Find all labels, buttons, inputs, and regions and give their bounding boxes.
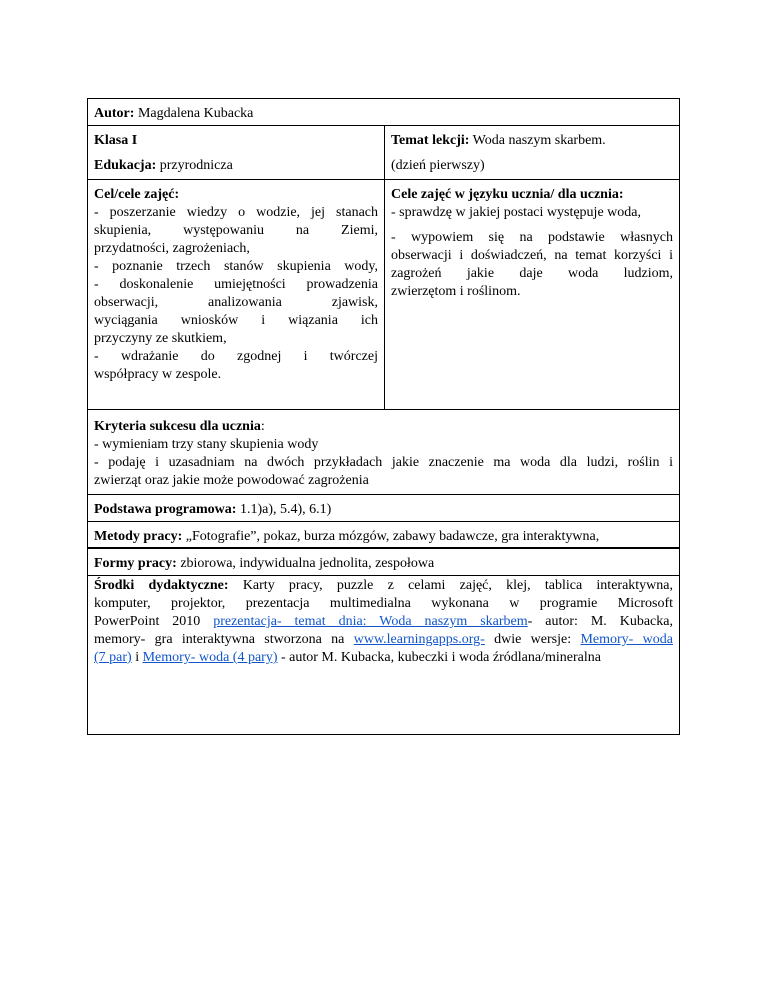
goal-line: - poszerzanie wiedzy o wodzie, jej stanach [94,205,378,220]
curriculum-value: 1.1)a), 5.4), 6.1) [239,502,332,517]
forms-row [88,549,679,576]
class-label: Klasa I [94,133,138,148]
goal-line: obserwacji, analizowania zjawisk, [94,295,378,310]
aids-text: dwie wersje: [484,632,581,647]
aids-text: komputer, projektor, prezentacja multimedialna wykonana w programie Microsoft [94,596,673,611]
goal-line: wyciągania wniosków i wiązania ich [94,313,378,328]
topic-value: Woda naszym skarbem. [472,133,606,148]
forms-value: zbiorowa, indywidualna jednolita, zespołowa [180,556,435,571]
education-value: przyrodnicza [159,158,233,173]
criteria-row [88,410,679,495]
goal-line: - doskonalenie umiejętności prowadzenia [94,277,378,292]
memory-7-pairs-link[interactable]: Memory- woda [580,632,673,647]
criteria-line: - podaję i uzasadniam na dwóch przykładach jakie znaczenie ma woda dla ludzi, roślin i [94,455,673,470]
aids-text: i [131,650,143,665]
goals-label: Cel/cele zajęć: [94,187,180,202]
aids-text: - autor: M. Kubacka, [527,614,673,629]
criteria-label: Kryteria sukcesu dla ucznia [94,419,261,434]
presentation-link[interactable]: prezentacja- temat dnia: Woda naszym skarbem [213,614,528,629]
learningapps-link[interactable]: www.learningapps.org- [353,632,485,647]
criteria-line: zwierząt oraz jakie może powodować zagrożenia [94,473,369,488]
aids-text: PowerPoint 2010 [94,614,214,629]
forms-label: Formy pracy: [94,556,177,571]
aids-row [88,576,679,734]
goal-line: - wdrażanie do zgodnej i twórczej [94,349,378,364]
aids-label: Środki dydaktyczne: [94,578,229,593]
topic-label: Temat lekcji: [391,133,470,148]
aids-text: - autor M. Kubacka, kubeczki i woda źródlana/mineralna [277,650,601,665]
methods-row [88,522,679,549]
author-row [88,99,679,126]
author-name: Magdalena Kubacka [137,106,254,121]
curriculum-row [88,495,679,522]
methods-value: „Fotografie”, pokaz, burza mózgów, zabawy badawcze, gra interaktywna, [185,529,600,544]
student-goal-line: - wypowiem się na podstawie własnych [391,230,673,245]
criteria-line: - wymieniam trzy stany skupienia wody [94,437,319,452]
aids-text: memory- gra interaktywna stworzona na [94,632,354,647]
student-goal-line: zwierzętom i roślinom. [391,284,521,299]
class-topic-row [88,126,679,180]
curriculum-label: Podstawa programowa: [94,502,237,517]
goals-row [88,180,679,410]
goal-line: współpracy w zespole. [94,367,222,382]
education-label: Edukacja: [94,158,157,173]
memory-4-pairs-link[interactable]: Memory- woda (4 pary) [142,650,278,665]
goal-line: skupienia, występowaniu na Ziemi, [94,223,378,238]
goal-line: przyczyny ze skutkiem, [94,331,227,346]
aids-text: Karty pracy, puzzle z celami zajęć, klej, tablica interaktywna, [242,578,673,593]
goal-line: przydatności, zagrożeniach, [94,241,250,256]
day-note: (dzień pierwszy) [391,158,485,173]
student-goal-line: zagrożeń jakie daje woda ludziom, [391,266,673,281]
criteria-colon: : [260,419,265,434]
student-goal-line: - sprawdzę w jakiej postaci występuje woda, [391,205,641,220]
student-goals-label: Cele zajęć w języku ucznia/ dla ucznia: [391,187,624,202]
lesson-plan-table [87,98,680,735]
goal-line: - poznanie trzech stanów skupienia wody, [94,259,378,274]
author-label: Autor: [94,106,135,121]
student-goal-line: obserwacji i doświadczeń, na temat korzyści i [391,248,673,263]
memory-7-pairs-link-cont[interactable]: (7 par) [94,650,132,665]
methods-label: Metody pracy: [94,529,183,544]
